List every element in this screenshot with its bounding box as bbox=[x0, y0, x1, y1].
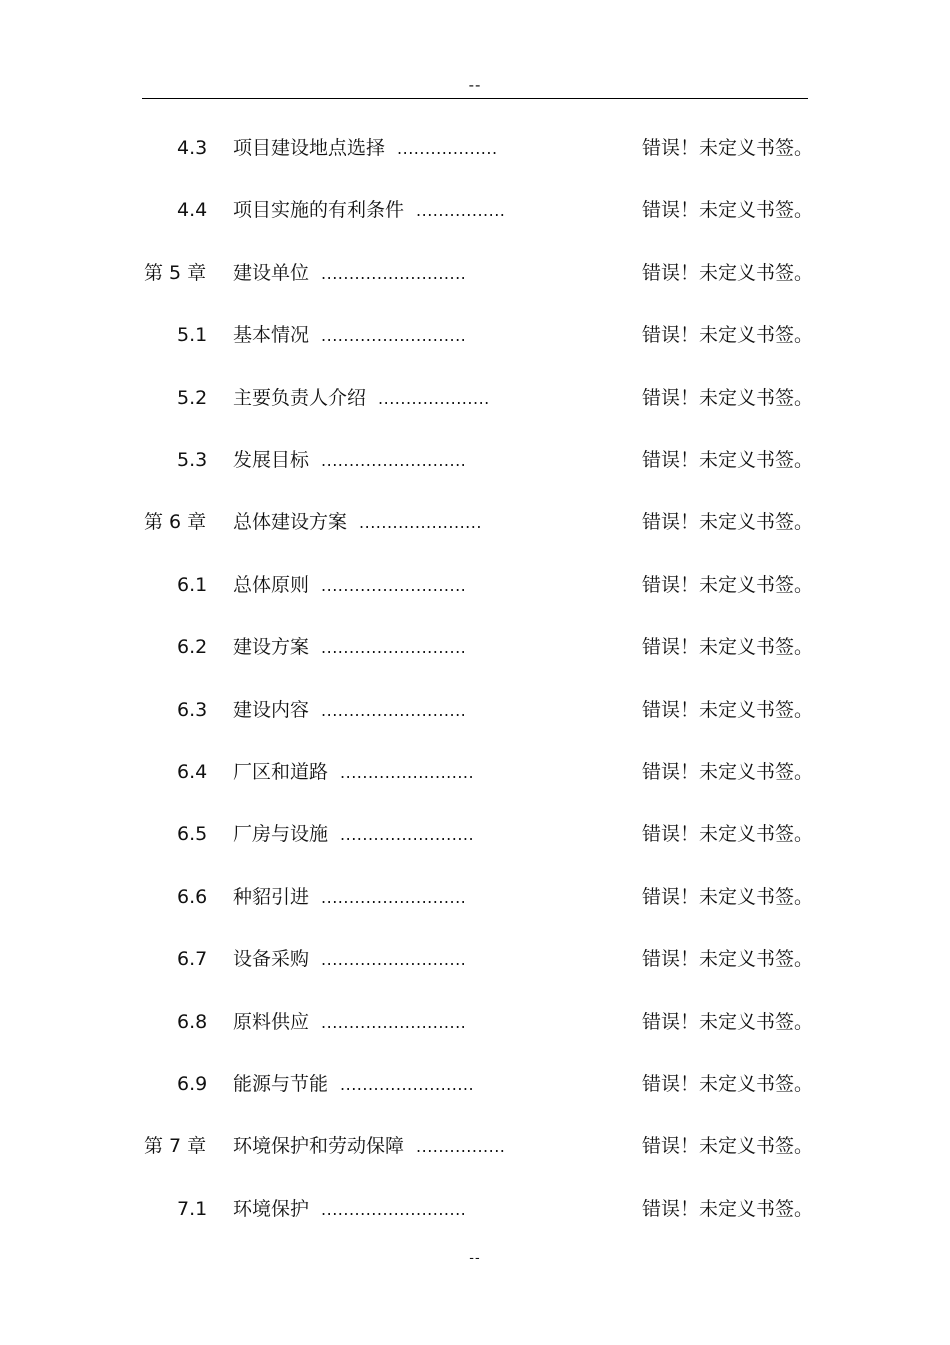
toc-entry-title: 项目建设地点选择 bbox=[233, 137, 386, 159]
header-mark: -- bbox=[468, 76, 482, 94]
toc-page-reference: 错误！未定义书签。 bbox=[642, 636, 814, 659]
toc-entry-number: 6.3 bbox=[177, 698, 208, 721]
toc-entry-title: 项目实施的有利条件 bbox=[233, 199, 405, 222]
toc-entry-title: 设备采购 bbox=[233, 948, 310, 971]
toc-entry-title-group bbox=[233, 445, 466, 476]
toc-entry-title: 基本情况 bbox=[233, 324, 310, 347]
toc-entry-title-group bbox=[233, 195, 505, 226]
toc-leader-dots: .......................... bbox=[321, 887, 467, 907]
toc-entry-number: 4.3 bbox=[177, 137, 208, 159]
toc-entry-title-group bbox=[233, 507, 482, 538]
toc-entry-number: 5.2 bbox=[177, 386, 208, 409]
toc-page-reference: 错误！未定义书签。 bbox=[642, 261, 814, 284]
toc-leader-dots: .......................... bbox=[321, 326, 467, 346]
toc-entry-title-group bbox=[233, 1131, 505, 1162]
toc-entry[interactable] bbox=[0, 695, 950, 725]
toc-entry-title: 厂房与设施 bbox=[233, 823, 329, 846]
toc-entry-number: 6.6 bbox=[177, 885, 208, 908]
toc-entry-title: 建设内容 bbox=[233, 698, 310, 721]
toc-page-reference: 错误！未定义书签。 bbox=[642, 698, 814, 721]
toc-entry-number: 6.8 bbox=[177, 1010, 208, 1033]
toc-entry-number: 5.3 bbox=[177, 449, 208, 471]
toc-leader-dots: .......................... bbox=[321, 263, 467, 283]
toc-entry-title: 总体建设方案 bbox=[233, 511, 348, 534]
toc-entry-number: 5.1 bbox=[177, 324, 208, 347]
toc-entry[interactable] bbox=[0, 320, 950, 350]
toc-entry-title: 能源与节能 bbox=[233, 1073, 329, 1095]
toc-entry[interactable] bbox=[0, 882, 950, 912]
toc-entry[interactable] bbox=[0, 445, 950, 475]
toc-entry-title-group bbox=[233, 258, 466, 289]
toc-page-reference: 错误！未定义书签。 bbox=[642, 511, 814, 534]
toc-entry-number: 6.4 bbox=[177, 761, 208, 783]
toc-entry-number: 6.5 bbox=[177, 823, 208, 846]
toc-entry[interactable] bbox=[0, 133, 950, 163]
toc-entry[interactable] bbox=[0, 383, 950, 413]
toc-entry-title: 种貂引进 bbox=[233, 885, 310, 908]
toc-leader-dots: ........................ bbox=[340, 1075, 475, 1094]
toc-leader-dots: .................... bbox=[378, 388, 490, 408]
toc-entry-number: 4.4 bbox=[177, 199, 208, 222]
toc-entry[interactable] bbox=[0, 258, 950, 288]
toc-entry-title: 建设单位 bbox=[233, 261, 310, 284]
toc-leader-dots: .......................... bbox=[321, 950, 467, 970]
footer-mark: -- bbox=[469, 1251, 481, 1266]
toc-page-reference: 错误！未定义书签。 bbox=[642, 761, 814, 783]
toc-entry[interactable] bbox=[0, 944, 950, 974]
toc-leader-dots: .......................... bbox=[321, 638, 467, 658]
toc-entry-number: 6.1 bbox=[177, 573, 208, 596]
toc-leader-dots: .......................... bbox=[321, 1012, 467, 1032]
toc-entry[interactable] bbox=[0, 757, 950, 787]
toc-page-reference: 错误！未定义书签。 bbox=[642, 1197, 814, 1220]
toc-entry-title-group bbox=[233, 882, 466, 913]
toc-entry-title-group bbox=[233, 1194, 466, 1225]
toc-leader-dots: .......................... bbox=[321, 575, 467, 595]
toc-entry-title: 原料供应 bbox=[233, 1010, 310, 1033]
toc-entry[interactable] bbox=[0, 1194, 950, 1224]
toc-entry[interactable] bbox=[0, 195, 950, 225]
toc-entry-number: 6.7 bbox=[177, 948, 208, 971]
toc-page-reference: 错误！未定义书签。 bbox=[642, 386, 814, 409]
toc-entry[interactable] bbox=[0, 1069, 950, 1099]
toc-entry-number: 7.1 bbox=[177, 1197, 208, 1220]
toc-entry-title: 厂区和道路 bbox=[233, 761, 329, 783]
toc-page-reference: 错误！未定义书签。 bbox=[642, 1073, 814, 1095]
toc-entry-title: 发展目标 bbox=[233, 449, 310, 471]
toc-entry-title-group bbox=[233, 632, 466, 663]
toc-leader-dots: ................ bbox=[416, 1137, 506, 1157]
toc-page-reference: 错误！未定义书签。 bbox=[642, 199, 814, 222]
toc-entry-number: 第 7 章 bbox=[144, 1135, 207, 1158]
toc-page-reference: 错误！未定义书签。 bbox=[642, 324, 814, 347]
toc-entry-title: 环境保护 bbox=[233, 1197, 310, 1220]
toc-page-reference: 错误！未定义书签。 bbox=[642, 948, 814, 971]
toc-entry[interactable] bbox=[0, 570, 950, 600]
toc-leader-dots: ................ bbox=[416, 201, 506, 221]
toc-leader-dots: ........................ bbox=[340, 825, 475, 845]
toc-leader-dots: ...................... bbox=[359, 513, 482, 533]
toc-leader-dots: .......................... bbox=[321, 1199, 467, 1219]
toc-entry-number: 第 6 章 bbox=[144, 511, 207, 534]
toc-entry-title-group bbox=[233, 1007, 466, 1038]
toc-entry-number: 6.2 bbox=[177, 636, 208, 659]
toc-entry-title-group bbox=[233, 320, 466, 351]
toc-entry-title-group bbox=[233, 383, 490, 414]
toc-page-reference: 错误！未定义书签。 bbox=[642, 885, 814, 908]
toc-entry[interactable] bbox=[0, 507, 950, 537]
toc-entry[interactable] bbox=[0, 632, 950, 662]
toc-entry-title-group bbox=[233, 757, 474, 788]
toc-entry-title-group bbox=[233, 695, 466, 726]
toc-entry-title-group bbox=[233, 133, 498, 164]
toc-page-reference: 错误！未定义书签。 bbox=[642, 137, 814, 159]
toc-leader-dots: .......................... bbox=[321, 451, 467, 470]
toc-page-reference: 错误！未定义书签。 bbox=[642, 573, 814, 596]
toc-entry-title: 环境保护和劳动保障 bbox=[233, 1135, 405, 1158]
toc-entry[interactable] bbox=[0, 1007, 950, 1037]
toc-entry-title-group bbox=[233, 1069, 474, 1100]
toc-leader-dots: ........................ bbox=[340, 763, 475, 782]
toc-leader-dots: .................. bbox=[397, 139, 498, 158]
toc-page-reference: 错误！未定义书签。 bbox=[642, 1010, 814, 1033]
toc-entry-title-group bbox=[233, 570, 466, 601]
toc-entry-title: 主要负责人介绍 bbox=[233, 386, 367, 409]
toc-entry[interactable] bbox=[0, 819, 950, 849]
toc-entry-title: 总体原则 bbox=[233, 573, 310, 596]
toc-page-reference: 错误！未定义书签。 bbox=[642, 823, 814, 846]
header-rule bbox=[142, 98, 808, 99]
toc-page-reference: 错误！未定义书签。 bbox=[642, 449, 814, 471]
toc-entry-title-group bbox=[233, 819, 474, 850]
toc-entry[interactable] bbox=[0, 1131, 950, 1161]
toc-entry-number: 第 5 章 bbox=[144, 261, 207, 284]
toc-entry-number: 6.9 bbox=[177, 1073, 208, 1095]
toc-entry-title-group bbox=[233, 944, 466, 975]
toc-leader-dots: .......................... bbox=[321, 700, 467, 720]
toc-page-reference: 错误！未定义书签。 bbox=[642, 1135, 814, 1158]
toc-entry-title: 建设方案 bbox=[233, 636, 310, 659]
